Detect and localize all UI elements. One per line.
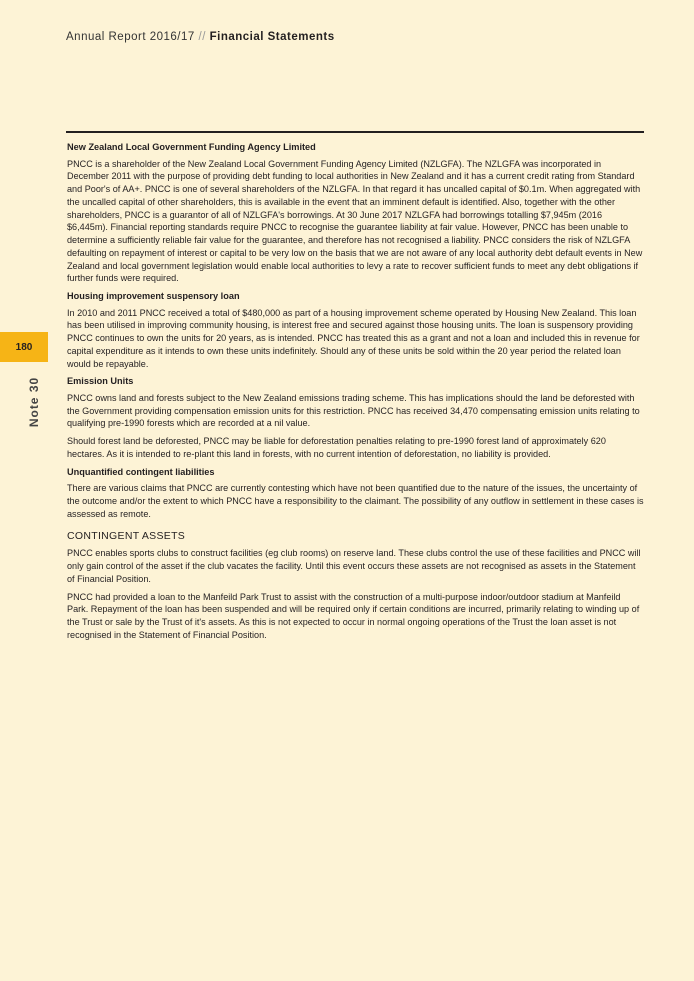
section-title: Financial Statements bbox=[209, 31, 335, 43]
page-number-tab bbox=[0, 332, 48, 362]
top-divider bbox=[66, 131, 644, 133]
section-heading: Emission Units bbox=[67, 376, 134, 387]
paragraph: There are various claims that PNCC are currently contesting which have not been quantified due to the nature of the issues, the uncertainty of the outcome and/or the extent to which PNCC have a responsibility to the claimant. The possibility of any outflow in settlement in these cases is assessed as remote. bbox=[67, 483, 644, 519]
paragraph: PNCC owns land and forests subject to the New Zealand emissions trading scheme. This has implications should the land be deforested with the Government providing compensation emission units for this restriction. PNCC has received 34,470 compensating emission units relating to qualifying pre-1990 forests which are recorded at a nil value. bbox=[67, 392, 640, 429]
report-title: Annual Report 2016/17 bbox=[66, 31, 195, 43]
section-heading: New Zealand Local Government Funding Agency Limited bbox=[67, 142, 316, 152]
section-emission-units bbox=[67, 375, 644, 460]
header-separator: // bbox=[198, 31, 206, 43]
section-nzlgfa bbox=[67, 141, 644, 285]
section-unquantified-liabilities bbox=[67, 466, 644, 521]
note-label: Note 30 bbox=[27, 376, 41, 428]
major-heading: CONTINGENT ASSETS bbox=[67, 530, 186, 543]
paragraph: PNCC is a shareholder of the New Zealand Local Government Funding Agency Limited (NZLGFA). The NZLGFA was incorporated in December 2011 with the purpose of providing debt funding to local authorities in New Zealand and it has a current credit rating from Standard and Poor's of AA+. PNCC is one of several shareholders of the NZLGFA. In that regard it has uncalled capital of $0.1m. When aggregated with the uncalled capital of other shareholders, this is available in the event that an imminent default is identified. Also, together with the other shareholders, PNCC is a guarantor of all of NZLGFA's borrowings. At 30 June 2017 NZLGFA had borrowings totalling $7,945m (2016 $6,445m). Financial reporting standards require PNCC to recognise the guarantee liability at fair value. However, PNCC has been unable to determine a sufficiently reliable fair value for the guarantee, and therefore has not recognised a liability. PNCC considers the risk of NZLGFA defaulting on repayment of interest or capital to be very low on the basis that we are not aware of any local authority debt default events in New Zealand and local government legislation would enable local authorities to levy a rate to recover sufficient funds to meet any debt obligations if further funds were required. bbox=[67, 158, 643, 284]
section-heading: Housing improvement suspensory loan bbox=[67, 291, 240, 301]
section-housing-loan bbox=[67, 290, 644, 370]
paragraph: Should forest land be deforested, PNCC may be liable for deforestation penalties relating to pre-1990 forest land of approximately 620 hectares. As it is intended to re-plant this land in forests, with no current intention of deforestation, no liability is provided. bbox=[67, 436, 606, 459]
section-heading: Unquantified contingent liabilities bbox=[67, 466, 215, 477]
section-contingent-assets bbox=[67, 530, 644, 641]
page-number: 180 bbox=[15, 341, 33, 353]
running-header bbox=[66, 31, 335, 43]
paragraph: PNCC enables sports clubs to construct facilities (eg club rooms) on reserve land. These clubs control the use of these facilities and PNCC will only gain control of the asset if the club vacates the facility. Until this event occurs these assets are not recognised as assets in the Statement of Financial Position. bbox=[67, 548, 641, 584]
paragraph: PNCC had provided a loan to the Manfeild Park Trust to assist with the construction of a multi-purpose indoor/outdoor stadium at Manfeild Park. Repayment of the loan has been suspended and will be required only if certain conditions are incurred, primarily relating to winding up of the Trust or sale by the Trust of it's assets. As this is not expected to occur in normal ongoing operations of the Trust the loan asset is not recognised in the Statement of Financial Position. bbox=[67, 591, 640, 640]
paragraph: In 2010 and 2011 PNCC received a total of $480,000 as part of a housing improvement scheme operated by Housing New Zealand. This loan has been utilised in improving community housing, is interest free and secured against those housing units. The loan is suspensory providing PNCC continues to own the units for 20 years, as is intended. PNCC has treated this as a grant and not a loan and included this in revenue for capital expenditure as it intends to own these units indefinitely. Should any of these units be sold within the 20 year period the related loan would be repayable. bbox=[67, 307, 640, 369]
document-body bbox=[67, 141, 644, 647]
